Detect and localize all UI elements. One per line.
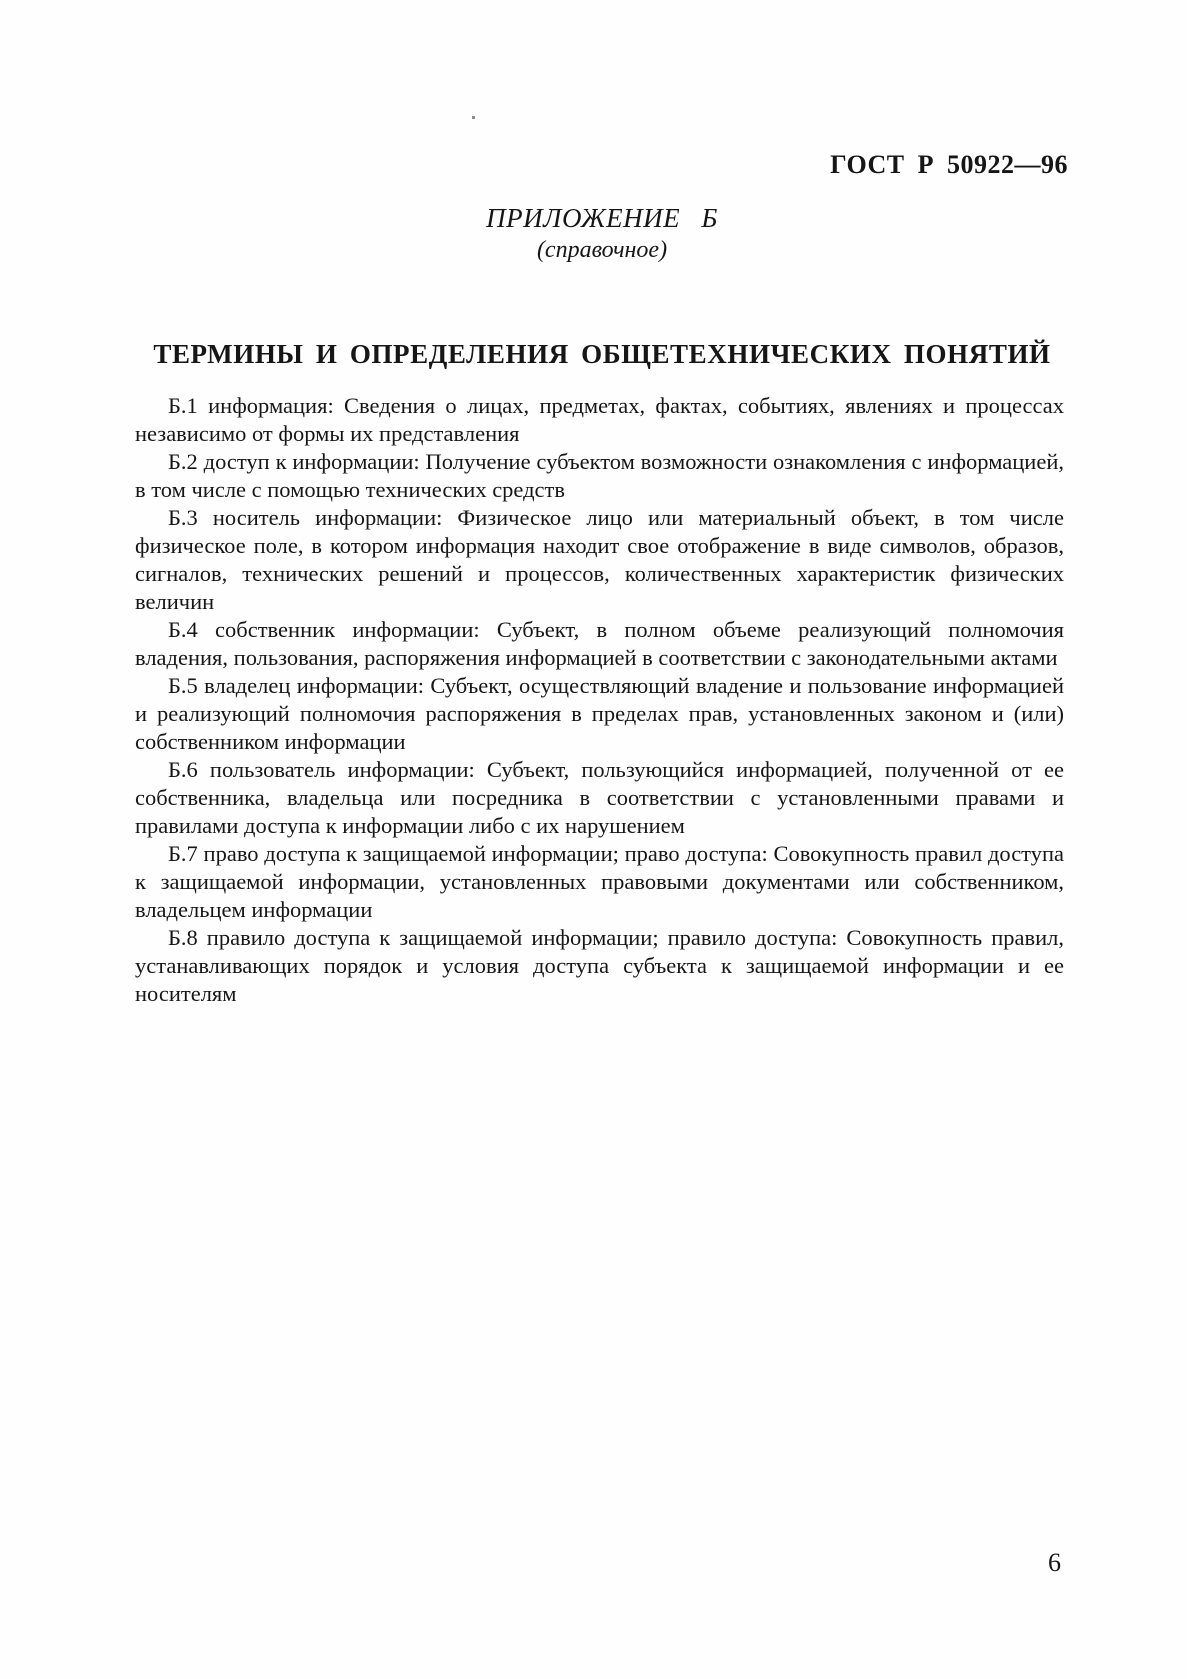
term-paragraph-b4: Б.4 собственник информации: Субъект, в полном объеме реализующий полномочия владения, пользования, распоряжения информацией в соответствии с законодательными актами	[135, 617, 1064, 670]
term-paragraph-b1: Б.1 информация: Сведения о лицах, предметах, фактах, событиях, явлениях и процессах независимо от формы их представления	[135, 393, 1064, 446]
scan-artifact-dot	[472, 116, 475, 119]
term-paragraph-b7: Б.7 право доступа к защищаемой информации; право доступа: Совокупность правил доступа к защищаемой информации, установленных правовыми документами или собственником, владельцем информации	[135, 841, 1064, 922]
standard-code-header: ГОСТ Р 50922—96	[830, 150, 1068, 179]
term-paragraph-b6: Б.6 пользователь информации: Субъект, пользующийся информацией, полученной от ее собственника, владельца или посредника в соответствии с установленными правами и правилами доступа к информации либо с их нарушением	[135, 757, 1064, 838]
section-title: ТЕРМИНЫ И ОПРЕДЕЛЕНИЯ ОБЩЕТЕХНИЧЕСКИХ ПОНЯТИЙ	[153, 339, 1051, 369]
term-paragraph-b2: Б.2 доступ к информации: Получение субъектом возможности ознакомления с информацией, в том числе с помощью технических средств	[135, 449, 1064, 502]
appendix-type-note: (справочное)	[536, 237, 668, 263]
page-number: 6	[1048, 1548, 1061, 1577]
term-paragraph-b8: Б.8 правило доступа к защищаемой информации; правило доступа: Совокупность правил, устанавливающих порядок и условия доступа субъекта к защищаемой информации и ее носителям	[135, 925, 1064, 1006]
appendix-heading-block	[137, 203, 1067, 264]
terms-and-definitions-body	[135, 392, 1064, 1008]
term-paragraph-b3: Б.3 носитель информации: Физическое лицо или материальный объект, в том числе физическое поле, в котором информация находит свое отображение в виде символов, образов, сигналов, технических решений и процессов, количественных характеристик физических величин	[135, 505, 1064, 614]
term-paragraph-b5: Б.5 владелец информации: Субъект, осуществляющий владение и пользование информацией и реализующий полномочия распоряжения в пределах прав, установленных законом и (или) собственником информации	[135, 673, 1064, 754]
appendix-label: ПРИЛОЖЕНИЕ Б	[486, 203, 718, 233]
